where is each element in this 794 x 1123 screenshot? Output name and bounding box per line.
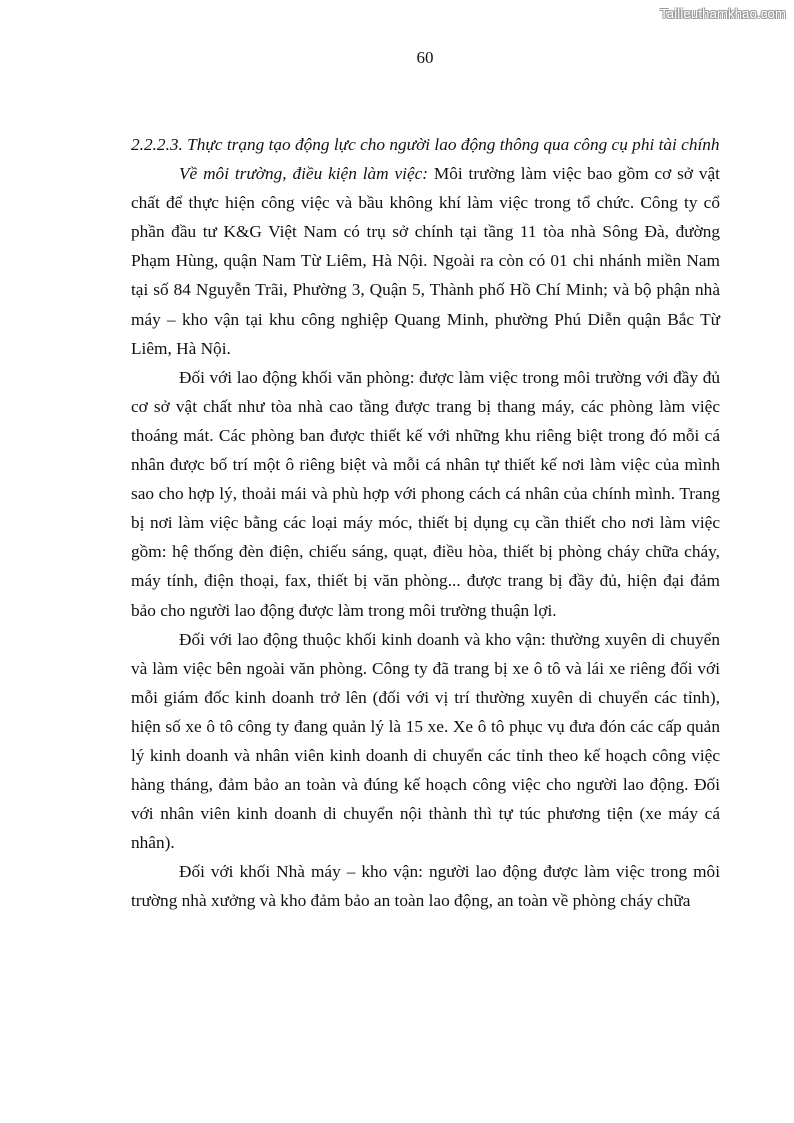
page-number: 60 — [416, 48, 434, 67]
paragraph-office-staff: Đối với lao động khối văn phòng: được làm việc trong môi trường với đầy đủ cơ sở vật chất như tòa nhà cao tầng được trang bị thang máy, các phòng làm việc thoáng mát. Các phòng ban được thiết kế với những khu riêng biệt trong đó mỗi cá nhân được bố trí một ô riêng biệt và mỗi cá nhân tự thiết kế nơi làm việc của mình sao cho hợp lý, thoải mái và phù hợp với phong cách cá nhân của chính mình. Trang bị nơi làm việc bằng các loại máy móc, thiết bị dụng cụ cần thiết cho nơi làm việc gồm: hệ thống đèn điện, chiếu sáng, quạt, điều hòa, thiết bị phòng cháy chữa cháy, máy tính, điện thoại, fax, thiết bị văn phòng... được trang bị đầy đủ, hiện đại đảm bảo cho người lao động được làm trong môi trường thuận lợi. — [131, 367, 720, 620]
section-heading: 2.2.2.3. Thực trạng tạo động lực cho người lao động thông qua công cụ phi tài chính — [131, 135, 720, 154]
paragraph-work-environment — [131, 159, 720, 363]
document-body — [131, 130, 720, 916]
paragraph-lead-italic: Về môi trường, điều kiện làm việc: — [179, 164, 429, 184]
paragraph-sales-logistics: Đối với lao động thuộc khối kinh doanh và kho vận: thường xuyên di chuyển và làm việc bên ngoài văn phòng. Công ty đã trang bị xe ô tô và lái xe riêng đối với mỗi giám đốc kinh doanh trở lên (đối với vị trí thường xuyên di chuyển các tỉnh), hiện số xe ô tô công ty đang quản lý là 15 xe. Xe ô tô phục vụ đưa đón các cấp quản lý kinh doanh và nhân viên kinh doanh di chuyển các tỉnh theo kế hoạch công việc hàng tháng, đảm bảo an toàn và đúng kế hoạch công việc cho người lao động. Đối với nhân viên kinh doanh di chuyển nội thành thì tự túc phương tiện (xe máy cá nhân). — [131, 629, 720, 853]
paragraph-factory-warehouse: Đối với khối Nhà máy – kho vận: người lao động được làm việc trong môi trường nhà xưởng và kho đảm bảo an toàn lao động, an toàn về phòng cháy chữa — [131, 862, 720, 911]
watermark-text: Tailieuthamkhao.com — [660, 6, 786, 21]
paragraph-body: Môi trường làm việc bao gồm cơ sở vật chất để thực hiện công việc và bầu không khí làm việc trong tổ chức. Công ty cổ phần đầu tư K&G Việt Nam có trụ sở chính tại tầng 11 tòa nhà Sông Đà, đường Phạm Hùng, quận Nam Từ Liêm, Hà Nội. Ngoài ra còn có 01 chi nhánh miền Nam tại số 84 Nguyễn Trãi, Phường 3, Quận 5, Thành phố Hồ Chí Minh; và bộ phận nhà máy – kho vận tại khu công nghiệp Quang Minh, phường Phú Diễn quận Bắc Từ Liêm, Hà Nội. — [131, 164, 720, 358]
